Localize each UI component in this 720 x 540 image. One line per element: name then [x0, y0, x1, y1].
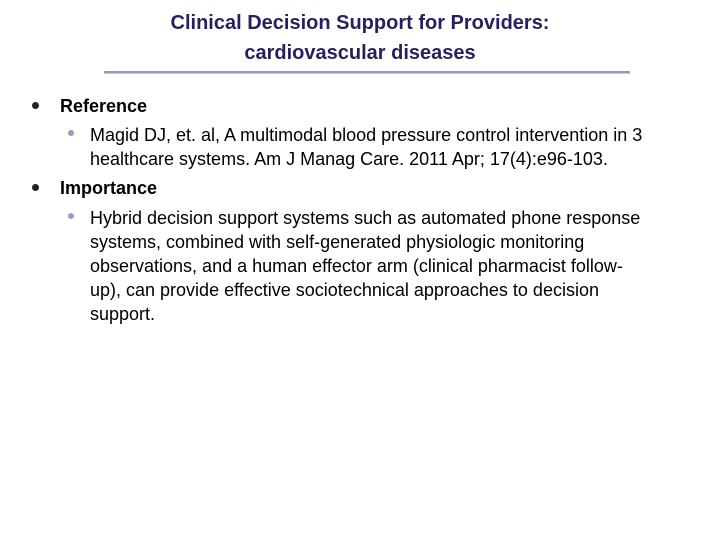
reference-citation-line-2: healthcare systems. Am J Manag Care. 2011 Apr; 17(4):e96-103. — [90, 149, 608, 169]
reference-citation-line-1: Magid DJ, et. al, A multimodal blood pressure control intervention in 3 — [90, 125, 643, 145]
importance-line-2: systems, combined with self-generated physiologic monitoring — [90, 232, 585, 252]
slide-title — [60, 8, 660, 68]
reference-citation — [90, 123, 716, 171]
importance-line-3: observations, and a human effector arm (clinical pharmacist follow- — [90, 256, 623, 276]
importance-description — [90, 206, 716, 326]
bullet-dot — [32, 184, 39, 191]
sub-bullet-dot — [68, 213, 74, 219]
title-divider — [104, 71, 630, 74]
bullet-reference-label: Reference — [60, 96, 148, 116]
importance-line-4: up), can provide effective sociotechnical approaches to decision — [90, 280, 599, 300]
slide-title-line-1: Clinical Decision Support for Providers: — [170, 12, 550, 34]
importance-line-1: Hybrid decision support systems such as automated phone response — [90, 208, 641, 228]
bullet-dot — [32, 102, 39, 109]
sub-bullet-dot — [68, 130, 74, 136]
bullet-importance-label: Importance — [60, 178, 158, 198]
slide-title-line-2: cardiovascular diseases — [244, 42, 476, 64]
importance-line-5: support. — [90, 304, 156, 324]
